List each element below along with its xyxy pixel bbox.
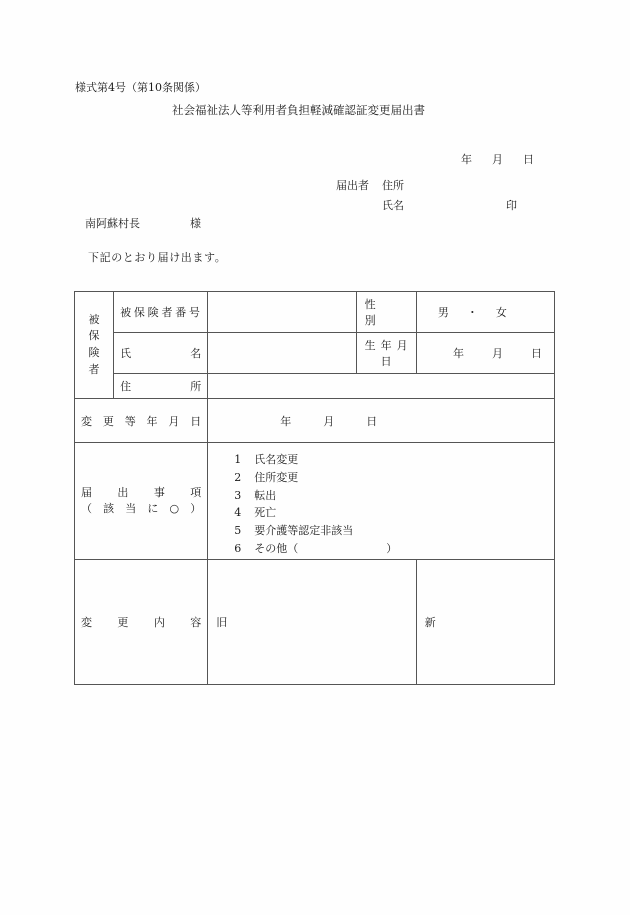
insured-address-label: 住 所 [120,380,202,393]
addressee-honorific: 様 [190,217,201,230]
change-content-new-cell[interactable] [416,560,554,685]
submitter-name-label: 氏名 [382,199,404,212]
list-item[interactable] [234,540,554,558]
item-text: 転出 [254,488,277,502]
insured-name-field[interactable] [208,333,356,374]
change-content-label: 変更内容 [81,616,202,629]
item-number: 1 [234,453,242,466]
table-row [75,443,555,560]
change-date-year-label: 年 [280,414,292,428]
sex-label: 性 別 [364,298,398,327]
insured-number-value [208,308,355,316]
insured-address-value [208,382,554,390]
addressee-name: 南阿蘇村長 [85,217,140,230]
sex-option-male[interactable]: 男 [437,306,449,319]
old-value [208,630,415,634]
insured-vertical-char: 保 [88,329,100,343]
seal-mark: 印 [506,199,517,212]
insured-number-label: 被保険者番号 [120,306,202,319]
table-row [75,399,555,443]
insured-name-label-cell [114,333,208,374]
birthdate-day-label: 日 [531,347,542,360]
table-row [75,374,555,399]
intro-text: 下記のとおり届け出ます。 [88,251,227,264]
item-number: 2 [234,470,242,484]
sex-label-cell [356,292,416,333]
list-item[interactable] [234,451,554,469]
birthdate-month-label: 月 [492,347,503,360]
notification-label-line2: （該当に○） [81,502,202,515]
form-number: 様式第4号（第10条関係） [75,81,206,94]
new-value [417,630,554,634]
insured-vertical-char: 被 [88,312,100,326]
item-text: 死亡 [254,506,277,520]
item-text: 住所変更 [254,470,299,484]
item-number: 3 [234,488,242,502]
date-day-label: 日 [523,152,534,166]
table-row [75,333,555,374]
insured-vertical-header [75,292,114,399]
list-item[interactable] [234,522,554,540]
notification-label-cell [75,443,208,560]
sex-options [417,304,554,320]
item-text: 氏名変更 [254,453,299,466]
insured-name-label: 氏 名 [120,347,202,360]
birthdate-label-cell [356,333,416,374]
insured-vertical-char: 者 [88,362,100,376]
main-form-table [74,291,555,685]
date-month-label: 月 [492,152,503,166]
insured-name-value [208,349,355,357]
old-label: 旧 [216,616,228,629]
birthdate-placeholders [417,345,554,361]
insured-address-label-cell [114,374,208,399]
sex-option-female[interactable]: 女 [495,306,507,319]
birthdate-value-cell[interactable] [416,333,554,374]
notification-items-cell [208,443,555,560]
submitter-address-label: 住所 [382,179,404,192]
submitter-label: 届出者 [336,179,369,192]
change-date-day-label: 日 [366,414,378,428]
table-row [75,292,555,333]
change-content-label-cell [75,560,208,685]
birthdate-label: 生年月日 [364,339,408,368]
item-number: 6 [234,542,242,556]
change-date-month-label: 月 [323,414,335,428]
insured-number-field[interactable] [208,292,356,333]
list-item[interactable] [234,469,554,487]
list-item[interactable] [234,504,554,522]
new-label: 新 [424,616,436,629]
sex-separator: ・ [466,306,478,319]
table-row [75,560,555,685]
birthdate-year-label: 年 [453,347,464,360]
submission-date-line [447,141,534,179]
item-text: その他（ ） [254,542,398,556]
date-year-label: 年 [461,152,472,166]
insured-number-label-cell [114,292,208,333]
notification-items-list [208,443,554,558]
document-title: 社会福祉法人等利用者負担軽減確認証変更届出書 [172,103,425,117]
item-number: 5 [234,524,242,538]
insured-vertical-char: 険 [88,346,100,359]
item-number: 4 [234,506,242,520]
insured-address-field[interactable] [208,374,555,399]
change-content-old-cell[interactable] [208,560,416,685]
change-date-label-cell [75,399,208,443]
list-item[interactable] [234,487,554,505]
item-text: 要介護等認定非該当 [254,524,354,538]
sex-value-cell[interactable] [416,292,554,333]
change-date-placeholders [208,413,554,429]
notification-label-line1: 届出事項 [81,485,202,499]
change-date-label: 変更等年月日 [81,414,202,428]
change-date-value-cell[interactable] [208,399,555,443]
